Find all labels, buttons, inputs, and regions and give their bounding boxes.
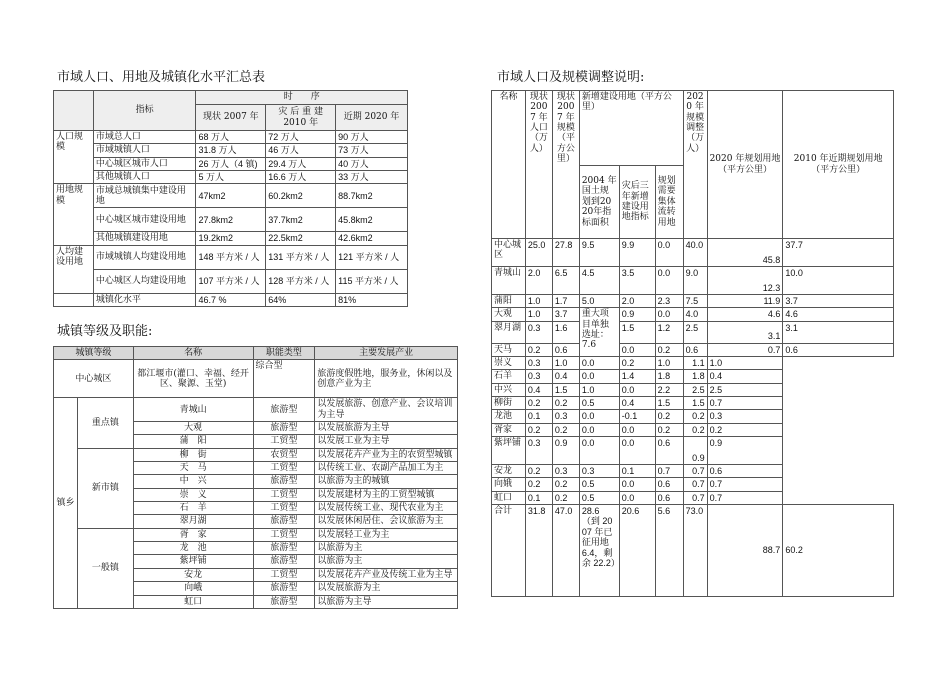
central-type: 综合型 — [253, 360, 315, 398]
town-type: 旅游型 — [253, 555, 315, 568]
value-cell: 5 万人 — [196, 171, 266, 184]
town-name: 中兴 — [492, 383, 526, 396]
land2020-header: 2020 年规划用地（平方公里） — [707, 91, 783, 239]
value-cell: 7.5 — [683, 295, 707, 308]
town-industry: 以旅游为主 — [315, 555, 458, 568]
value-cell: 2.3 — [655, 295, 683, 308]
adjustment-row — [492, 295, 894, 308]
adjustment-row — [492, 437, 894, 465]
summary-row — [54, 157, 408, 170]
town-name: 虹口 — [133, 595, 253, 608]
value-cell: 0.7 — [683, 491, 707, 504]
summary-row — [54, 184, 408, 208]
value-cell: 22.5km2 — [266, 232, 336, 245]
key-grade-label: 重点镇 — [77, 398, 133, 448]
value-cell: 0.7 — [683, 478, 707, 491]
value-cell: 2.5 — [683, 383, 707, 396]
index-cell: 市域城镇人口 — [93, 144, 196, 157]
summary-table — [53, 90, 408, 307]
value-cell: 0.5 — [579, 478, 619, 491]
value-cell: 131 平方米 / 人 — [266, 245, 336, 269]
scale2007-header: 现状 2007 年规模（平方公里） — [552, 91, 579, 239]
value-cell: 107 平方米 / 人 — [196, 269, 266, 293]
value-cell: 0.1 — [619, 465, 655, 478]
adjustment-row — [492, 491, 894, 504]
town-name: 崇义 — [492, 357, 526, 370]
new-land-header: 新增建设用地（平方公里） — [579, 91, 683, 166]
value-cell: 0.0 — [579, 410, 619, 423]
town-name: 龙 池 — [133, 542, 253, 555]
town-industry: 以发展花卉产业为主的农贸型城镇 — [315, 448, 458, 461]
town-type: 旅游型 — [253, 595, 315, 608]
value-cell: -0.1 — [619, 410, 655, 423]
town-name: 翠月湖 — [133, 515, 253, 528]
value-cell: 1.8 — [683, 370, 707, 383]
summary-row — [54, 144, 408, 157]
value-cell: 0.0 — [579, 437, 619, 465]
value-cell: 1.0 — [552, 357, 579, 370]
value-cell: 47km2 — [196, 184, 266, 208]
value-cell: 0.6 — [683, 343, 707, 356]
value-cell: 31.8 万人 — [196, 144, 266, 157]
value-cell: 148 平方米 / 人 — [196, 245, 266, 269]
value-cell: 68 万人 — [196, 131, 266, 144]
value-cell: 0.0 — [619, 383, 655, 396]
value-cell: 0.5 — [579, 397, 619, 410]
town-label: 镇乡 — [54, 398, 78, 609]
land2004-header: 2004 年国土规划到2020年指标面积 — [579, 166, 619, 239]
total-cell: 60.2 — [783, 505, 894, 597]
value-cell: 0.9 — [552, 437, 579, 465]
value-cell: 0.3 — [525, 357, 552, 370]
value-cell: 9.9 — [619, 239, 655, 267]
value-cell: 40 万人 — [336, 157, 408, 170]
value-cell: 1.7 — [552, 295, 579, 308]
value-cell: 40.0 — [683, 239, 707, 267]
value-cell: 0.0 — [619, 491, 655, 504]
value-cell: 1.8 — [655, 370, 683, 383]
value-cell: 3.5 — [619, 267, 655, 295]
disaster-header: 灾后三年新增建设用地指标 — [619, 166, 655, 239]
value-cell: 0.9 — [707, 437, 783, 465]
town-name: 青城山 — [133, 398, 253, 422]
name-header: 名称 — [133, 347, 253, 360]
total-cell: 88.7 — [707, 505, 783, 597]
value-cell: 2.0 — [619, 295, 655, 308]
total-cell: 28.6（到 2007 年已征用地 6.4，剩余 22.2） — [579, 505, 619, 597]
period-header: 时 序 — [196, 91, 408, 105]
town-type: 工贸型 — [253, 488, 315, 501]
value-cell: 0.2 — [552, 478, 579, 491]
summary-row — [54, 171, 408, 184]
value-cell: 0.3 — [525, 321, 552, 343]
town-industry: 以旅游为主导 — [315, 595, 458, 608]
value-cell: 12.3 — [707, 267, 783, 295]
value-cell: 0.5 — [579, 491, 619, 504]
adjustment-row — [492, 321, 894, 343]
value-cell: 9.5 — [579, 239, 619, 267]
value-cell: 1.0 — [525, 295, 552, 308]
value-cell: 0.2 — [525, 423, 552, 436]
group-label: 人均建设用地 — [54, 245, 94, 293]
value-cell: 3.1 — [783, 321, 894, 343]
adjustment-row — [492, 465, 894, 478]
town-row — [54, 398, 458, 422]
town-type: 旅游型 — [253, 582, 315, 595]
value-cell: 0.3 — [552, 465, 579, 478]
value-cell: 1.0 — [655, 357, 683, 370]
town-type: 农贸型 — [253, 448, 315, 461]
value-cell: 26 万人（4 镇) — [196, 157, 266, 170]
adjustment-row — [492, 308, 894, 321]
value-cell: 11.9 — [707, 295, 783, 308]
value-cell: 27.8km2 — [196, 208, 266, 232]
central-name: 都江堰市(灌口、幸福、经开区、聚源、玉堂) — [133, 360, 253, 398]
town-industry: 以发展工业为主导 — [315, 435, 458, 448]
value-cell: 0.3 — [525, 437, 552, 465]
group-label: 人口规模 — [54, 131, 94, 184]
summary-row — [54, 293, 408, 306]
value-cell: 0.2 — [707, 423, 783, 436]
value-cell: 0.9 — [683, 437, 707, 465]
value-cell: 33 万人 — [336, 171, 408, 184]
value-cell: 88.7km2 — [336, 184, 408, 208]
value-cell: 0.0 — [579, 357, 619, 370]
value-cell: 0.7 — [707, 397, 783, 410]
town-name: 紫坪铺 — [133, 555, 253, 568]
town-type: 旅游型 — [253, 542, 315, 555]
value-cell: 9.0 — [683, 267, 707, 295]
y2020-header: 近期 2020 年 — [336, 105, 408, 131]
pop2020-header: 2020 年规模调整（万人） — [683, 91, 707, 239]
adjustment-row — [492, 357, 894, 370]
value-cell: 27.8 — [552, 239, 579, 267]
value-cell: 60.2km2 — [266, 184, 336, 208]
town-industry: 以旅游为主 — [315, 542, 458, 555]
industry-header: 主要发展产业 — [315, 347, 458, 360]
value-cell: 1.0 — [707, 357, 783, 370]
name-header: 名称 — [492, 91, 526, 239]
value-cell: 1.1 — [683, 357, 707, 370]
town-type: 旅游型 — [253, 515, 315, 528]
total-label: 合计 — [492, 505, 526, 597]
value-cell: 25.0 — [525, 239, 552, 267]
town-name: 青城山 — [492, 267, 526, 295]
value-cell: 0.4 — [707, 370, 783, 383]
summary-row — [54, 245, 408, 269]
value-cell: 0.2 — [552, 397, 579, 410]
town-type: 工贸型 — [253, 528, 315, 541]
value-cell: 0.2 — [525, 465, 552, 478]
value-cell: 5.0 — [579, 295, 619, 308]
newtowns-grade-label: 新市镇 — [77, 448, 133, 528]
value-cell: 46 万人 — [266, 144, 336, 157]
town-name: 中心城区 — [492, 239, 526, 267]
town-type: 工贸型 — [253, 462, 315, 475]
town-name: 向峨 — [133, 582, 253, 595]
value-cell: 10.0 — [783, 267, 894, 295]
town-industry: 以发展旅游为主导 — [315, 422, 458, 435]
town-name: 石羊 — [492, 370, 526, 383]
town-type: 工贸型 — [253, 435, 315, 448]
adjustment-row — [492, 397, 894, 410]
central-industry: 旅游度假胜地，服务业，休闲以及创意产业为主 — [315, 360, 458, 398]
town-industry: 以发展旅游、创意产业、会议培训为主导 — [315, 398, 458, 422]
y2007-header: 现状 2007 年 — [196, 105, 266, 131]
town-name: 虹口 — [492, 491, 526, 504]
value-cell: 0.0 — [619, 423, 655, 436]
value-cell: 81% — [336, 293, 408, 306]
value-cell: 1.5 — [683, 397, 707, 410]
value-cell: 2.2 — [655, 383, 683, 396]
town-hierarchy-table — [53, 346, 458, 609]
value-cell: 0.6 — [655, 437, 683, 465]
value-cell: 2.5 — [683, 321, 707, 343]
adjustment-row — [492, 370, 894, 383]
value-cell: 0.7 — [707, 478, 783, 491]
value-cell: 0.6 — [783, 343, 894, 356]
town-name: 胥 家 — [133, 528, 253, 541]
land2010-header: 2010 年近期规划用地（平方公里） — [783, 91, 894, 239]
index-cell: 市域城镇人均建设用地 — [93, 245, 196, 269]
value-cell: 4.6 — [783, 308, 894, 321]
value-cell: 19.2km2 — [196, 232, 266, 245]
index-cell: 中心城区人均建设用地 — [93, 269, 196, 293]
grade-header: 城镇等级 — [54, 347, 134, 360]
value-cell: 0.0 — [579, 370, 619, 383]
value-cell: 0.0 — [655, 308, 683, 321]
value-cell: 46.7 % — [196, 293, 266, 306]
town-name: 天马 — [492, 343, 526, 356]
value-cell: 45.8km2 — [336, 208, 408, 232]
value-cell: 0.0 — [619, 343, 655, 356]
value-cell: 0.2 — [683, 423, 707, 436]
adjustment-row — [492, 383, 894, 396]
major-project-note: 重大项目单独选址：7.6 — [579, 308, 619, 357]
index-header: 指标 — [93, 91, 196, 131]
summary-row — [54, 269, 408, 293]
value-cell: 0.0 — [579, 423, 619, 436]
town-name: 紫坪铺 — [492, 437, 526, 465]
value-cell: 0.7 — [707, 343, 783, 356]
value-cell: 4.5 — [579, 267, 619, 295]
town-industry: 以发展休闲居住、会议旅游为主 — [315, 515, 458, 528]
value-cell: 0.4 — [525, 383, 552, 396]
value-cell: 0.2 — [683, 410, 707, 423]
value-cell: 128 平方米 / 人 — [266, 269, 336, 293]
value-cell: 0.2 — [655, 343, 683, 356]
value-cell: 1.5 — [552, 383, 579, 396]
value-cell: 0.2 — [552, 423, 579, 436]
value-cell: 73 万人 — [336, 144, 408, 157]
value-cell: 0.3 — [552, 410, 579, 423]
town-hierarchy-title: 城镇等级及职能: — [57, 324, 153, 339]
summary-row — [54, 131, 408, 144]
value-cell: 0.2 — [655, 410, 683, 423]
value-cell: 0.4 — [552, 370, 579, 383]
town-name: 大观 — [492, 308, 526, 321]
value-cell: 0.7 — [707, 491, 783, 504]
town-name: 柳街 — [492, 397, 526, 410]
town-name: 天 马 — [133, 462, 253, 475]
value-cell: 4.0 — [683, 308, 707, 321]
value-cell: 42.6km2 — [336, 232, 408, 245]
summary-row — [54, 232, 408, 245]
value-cell: 121 平方米 / 人 — [336, 245, 408, 269]
town-industry: 以发展传统工业、现代农业为主 — [315, 502, 458, 515]
adjustment-row — [492, 410, 894, 423]
town-name: 大观 — [133, 422, 253, 435]
town-type: 工贸型 — [253, 502, 315, 515]
value-cell: 37.7 — [783, 239, 894, 267]
value-cell: 115 平方米 / 人 — [336, 269, 408, 293]
value-cell: 0.2 — [525, 397, 552, 410]
plan-header: 规划需要集体流转用地 — [655, 166, 683, 239]
value-cell: 2.5 — [707, 383, 783, 396]
value-cell: 1.2 — [655, 321, 683, 343]
value-cell: 4.6 — [707, 308, 783, 321]
total-row — [492, 505, 894, 597]
value-cell: 1.0 — [525, 308, 552, 321]
value-cell: 0.6 — [655, 478, 683, 491]
town-type: 旅游型 — [253, 422, 315, 435]
general-grade-label: 一般镇 — [77, 528, 133, 608]
town-name: 崇 义 — [133, 488, 253, 501]
value-cell: 0.0 — [655, 267, 683, 295]
value-cell: 0.9 — [619, 308, 655, 321]
town-name: 蒲阳 — [492, 295, 526, 308]
value-cell: 0.7 — [655, 465, 683, 478]
pop2007-header: 现状 2007 年人口（万人） — [525, 91, 552, 239]
value-cell: 64% — [266, 293, 336, 306]
total-cell: 20.6 — [619, 505, 655, 597]
value-cell: 3.7 — [783, 295, 894, 308]
town-name: 石 羊 — [133, 502, 253, 515]
value-cell: 2.0 — [525, 267, 552, 295]
adjustment-row — [492, 478, 894, 491]
value-cell: 0.0 — [655, 239, 683, 267]
corner-cell — [54, 91, 94, 131]
town-industry: 以传统工业、农副产品加工为主 — [315, 462, 458, 475]
adjustment-table — [491, 90, 894, 597]
town-industry: 以发展建材为主的工贸型城镇 — [315, 488, 458, 501]
central-grade: 中心城区 — [54, 360, 134, 398]
y2010-header: 灾 后 重 建 2010 年 — [266, 105, 336, 131]
index-cell: 中心城区城市人口 — [93, 157, 196, 170]
value-cell: 90 万人 — [336, 131, 408, 144]
adjustment-row — [492, 267, 894, 295]
adjustment-row — [492, 343, 894, 356]
value-cell: 1.4 — [619, 370, 655, 383]
total-cell: 31.8 — [525, 505, 552, 597]
group-label — [54, 293, 94, 306]
town-type: 工贸型 — [253, 568, 315, 581]
total-cell: 47.0 — [552, 505, 579, 597]
value-cell: 72 万人 — [266, 131, 336, 144]
town-name: 翠月湖 — [492, 321, 526, 343]
town-row — [54, 528, 458, 541]
town-name: 蒲 阳 — [133, 435, 253, 448]
value-cell: 1.5 — [655, 397, 683, 410]
value-cell: 0.1 — [525, 410, 552, 423]
town-name: 向娥 — [492, 478, 526, 491]
town-industry: 以发展花卉产业及传统工业为主导 — [315, 568, 458, 581]
value-cell: 6.5 — [552, 267, 579, 295]
type-header: 职能类型 — [253, 347, 315, 360]
total-cell: 73.0 — [683, 505, 707, 597]
value-cell: 0.2 — [525, 343, 552, 356]
town-industry: 以发展旅游为主 — [315, 582, 458, 595]
town-name: 龙池 — [492, 410, 526, 423]
value-cell: 0.2 — [525, 478, 552, 491]
town-type: 旅游型 — [253, 475, 315, 488]
value-cell: 1.5 — [619, 321, 655, 343]
value-cell: 16.6 万人 — [266, 171, 336, 184]
value-cell: 0.6 — [552, 343, 579, 356]
adjustment-table-title: 市域人口及规模调整说明: — [497, 70, 645, 85]
value-cell: 0.7 — [683, 465, 707, 478]
value-cell: 0.0 — [619, 478, 655, 491]
summary-table-title: 市域人口、用地及城镇化水平汇总表 — [57, 70, 266, 85]
index-cell: 市域总城镇集中建设用地 — [93, 184, 196, 208]
value-cell: 0.0 — [619, 437, 655, 465]
value-cell: 0.1 — [525, 491, 552, 504]
value-cell: 0.3 — [525, 370, 552, 383]
index-cell: 城镇化水平 — [93, 293, 196, 306]
town-name: 中 兴 — [133, 475, 253, 488]
value-cell: 29.4 万人 — [266, 157, 336, 170]
value-cell: 0.2 — [655, 423, 683, 436]
town-name: 胥家 — [492, 423, 526, 436]
value-cell: 0.4 — [619, 397, 655, 410]
town-type: 旅游型 — [253, 398, 315, 422]
town-name: 安龙 — [492, 465, 526, 478]
value-cell: 0.2 — [619, 357, 655, 370]
town-name: 安龙 — [133, 568, 253, 581]
value-cell: 0.6 — [655, 491, 683, 504]
town-industry: 以发展轻工业为主 — [315, 528, 458, 541]
town-industry: 以旅游为主的城镇 — [315, 475, 458, 488]
adjustment-row — [492, 239, 894, 267]
adjustment-row — [492, 423, 894, 436]
value-cell: 0.2 — [552, 491, 579, 504]
value-cell: 1.0 — [579, 383, 619, 396]
value-cell: 0.6 — [707, 465, 783, 478]
value-cell: 0.3 — [707, 410, 783, 423]
value-cell: 45.8 — [707, 239, 783, 267]
value-cell: 3.7 — [552, 308, 579, 321]
value-cell: 0.3 — [579, 465, 619, 478]
index-cell: 市域总人口 — [93, 131, 196, 144]
total-cell: 5.6 — [655, 505, 683, 597]
value-cell: 37.7km2 — [266, 208, 336, 232]
summary-row — [54, 208, 408, 232]
index-cell: 其他城镇人口 — [93, 171, 196, 184]
town-name: 柳 街 — [133, 448, 253, 461]
index-cell: 中心城区城市建设用地 — [93, 208, 196, 232]
index-cell: 其他城镇建设用地 — [93, 232, 196, 245]
value-cell: 3.1 — [707, 321, 783, 343]
town-row — [54, 448, 458, 461]
group-label: 用地规模 — [54, 184, 94, 245]
value-cell: 1.6 — [552, 321, 579, 343]
